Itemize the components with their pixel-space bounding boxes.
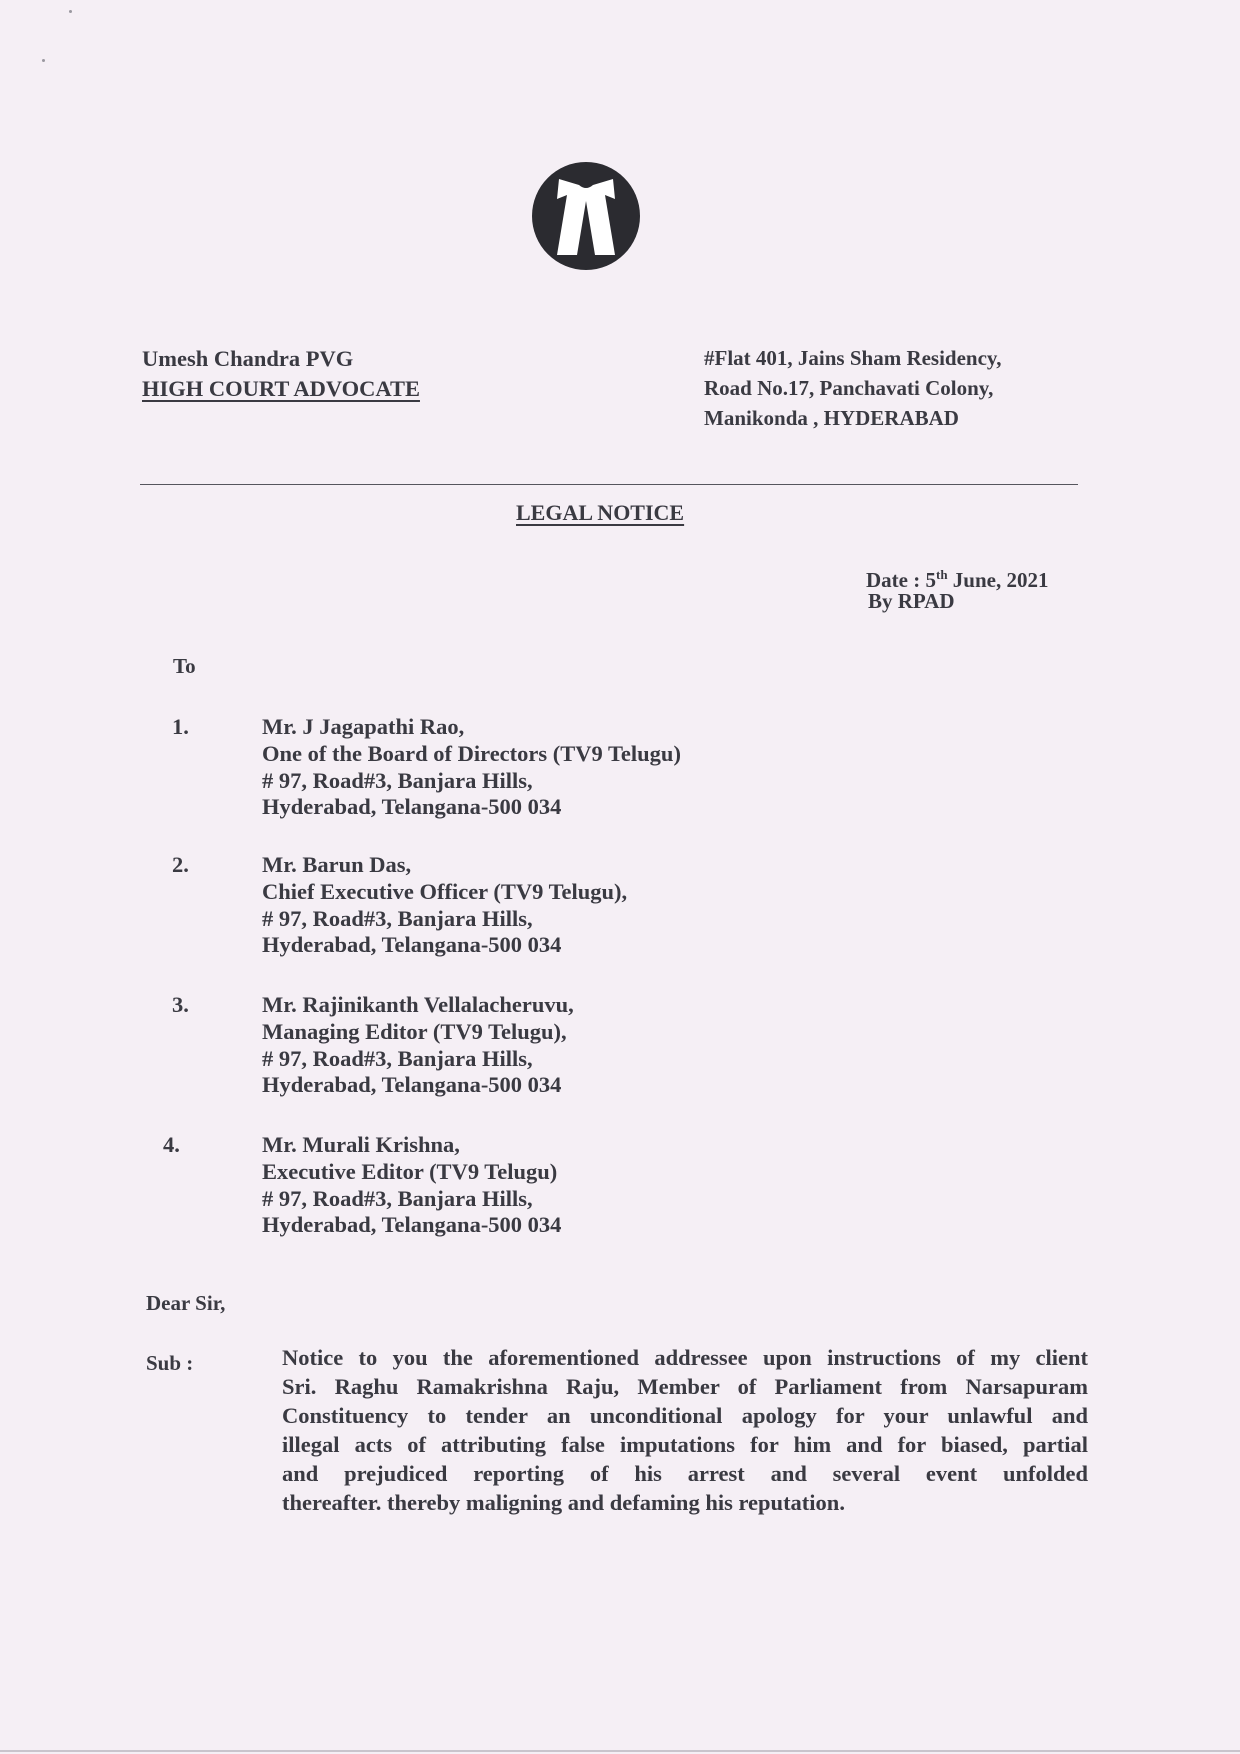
addressee-number: 1. [172,714,189,739]
sender-address-line: Manikonda , HYDERABAD [704,406,959,430]
addressee-line: Managing Editor (TV9 Telugu), [262,1019,567,1044]
addressee-line: Mr. Rajinikanth Vellalacheruvu, [262,992,574,1017]
addressee-line: # 97, Road#3, Banjara Hills, [262,768,533,793]
addressee-line: Chief Executive Officer (TV9 Telugu), [262,879,628,904]
addressee-line: Mr. Murali Krishna, [262,1132,460,1157]
addressee-line: One of the Board of Directors (TV9 Telugu) [262,741,681,766]
subject-text [282,1343,1088,1517]
scan-speck [42,59,45,62]
subject-line: thereafter. thereby maligning and defaming his reputation. [282,1490,845,1515]
addressee-line: Hyderabad, Telangana-500 034 [262,1212,562,1237]
subject-line: Sri. Raghu Ramakrishna Raju, Member of Parliament from Narsapuram [282,1374,1088,1399]
addressee-line: Hyderabad, Telangana-500 034 [262,1072,562,1097]
addressee-number: 2. [172,852,189,877]
date-ordinal: th [935,567,948,582]
addressee-line: Hyderabad, Telangana-500 034 [262,794,562,819]
addressee-line: Hyderabad, Telangana-500 034 [262,932,562,957]
sender-address-line: #Flat 401, Jains Sham Residency, [704,346,1002,370]
addressee-line: # 97, Road#3, Banjara Hills, [262,906,533,931]
date-text-rest: June, 2021 [947,568,1049,592]
addressee-line: Mr. Barun Das, [262,852,412,877]
delivery-mode: By RPAD [868,589,955,613]
salutation: Dear Sir, [146,1291,226,1315]
sender-name: Umesh Chandra PVG [142,346,354,371]
sender-title: HIGH COURT ADVOCATE [142,376,420,401]
subject-line: and prejudiced reporting of his arrest and several event unfolded [282,1461,1088,1486]
subject-line: illegal acts of attributing false imputations for him and for biased, partial [282,1432,1088,1457]
sender-address-line: Road No.17, Panchavati Colony, [704,376,994,400]
to-label: To [173,654,196,678]
subject-line: Notice to you the aforementioned addressee upon instructions of my client [282,1345,1088,1370]
header-divider [140,484,1078,485]
addressee-line: Executive Editor (TV9 Telugu) [262,1159,558,1184]
advocate-bands-emblem-icon [529,159,644,274]
addressee-number: 3. [172,992,189,1017]
scan-bottom-edge [0,1750,1240,1752]
document-heading: LEGAL NOTICE [516,500,685,525]
scan-speck [69,10,72,13]
subject-line: Constituency to tender an unconditional apology for your unlawful and [282,1403,1088,1428]
subject-label: Sub : [146,1351,194,1375]
addressee-line: # 97, Road#3, Banjara Hills, [262,1186,533,1211]
addressee-line: # 97, Road#3, Banjara Hills, [262,1046,533,1071]
addressee-line: Mr. J Jagapathi Rao, [262,714,465,739]
addressee-number: 4. [163,1132,180,1157]
date-text: Date : 5 [866,568,936,592]
